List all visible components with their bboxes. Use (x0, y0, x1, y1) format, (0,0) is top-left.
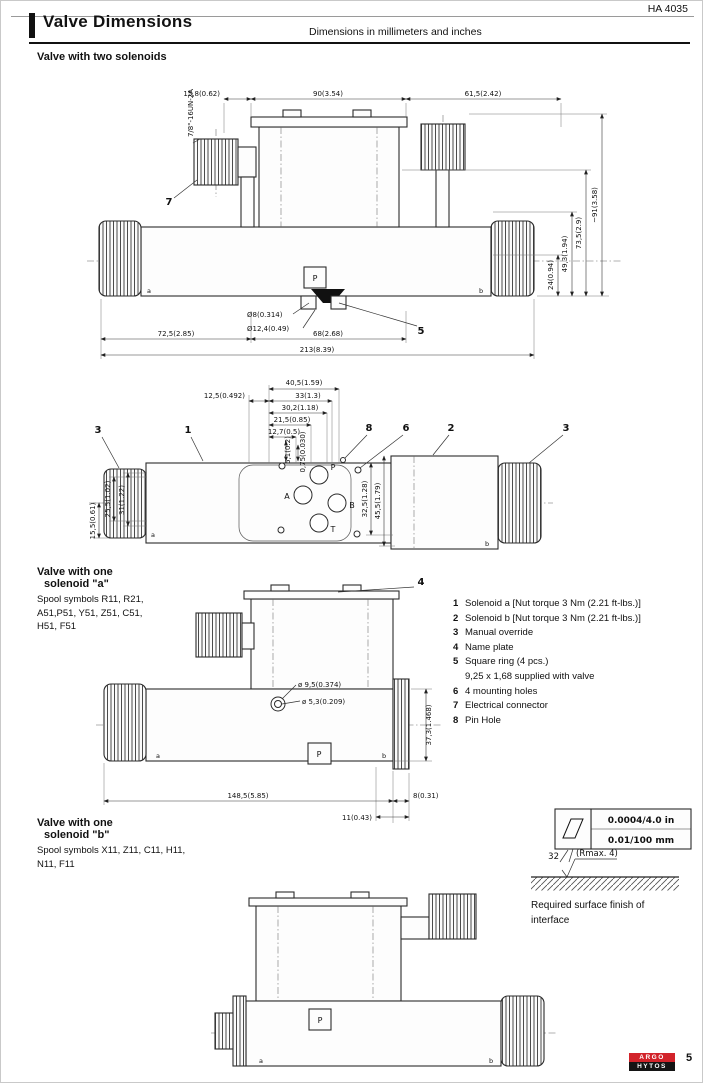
electrical-connector (401, 894, 476, 939)
legend-text: Manual override (465, 627, 534, 639)
callout-1: 1 (184, 425, 192, 436)
connector-tower (259, 127, 399, 227)
legend-num: 2 (453, 612, 459, 624)
legend-num: 4 (453, 641, 459, 653)
legend-num: 7 (453, 700, 459, 712)
dim-0-75: 0,75(0.030) (299, 431, 307, 473)
port-t-label: T (330, 525, 336, 534)
dim-12-7: 12,7(0.5) (267, 428, 301, 436)
name-plate (309, 1009, 331, 1030)
dim-148-5: 148,5(5.85) (227, 792, 269, 800)
heading-line1: Valve with one (37, 817, 113, 829)
dimensions-top-stack (204, 379, 339, 473)
heading-line1: Valve with one (37, 566, 113, 578)
callout-7: 7 (165, 197, 173, 208)
dim-32-5: 32,5(1.28) (361, 480, 369, 518)
port-p-label: P (312, 274, 318, 283)
port-b (328, 494, 346, 512)
dim-15-8: 15,8(0.62) (183, 90, 220, 98)
dim-49-3: 49,3(1.94) (561, 235, 569, 273)
end-a-label: a (156, 752, 160, 760)
valve-body-side-view (211, 892, 556, 1066)
solenoid-b-block (391, 456, 498, 549)
page-number: 5 (686, 1052, 693, 1064)
valve-body-side-view (87, 110, 623, 309)
pin-hole (275, 701, 282, 708)
drawing-one-solenoid-a (96, 571, 456, 831)
dim-40-5: 40,5(1.59) (285, 379, 323, 387)
dim-d12-4: Ø12,4(0.49) (247, 325, 290, 333)
legend-text: Square ring (4 pcs.) (465, 656, 549, 668)
solenoid-cap-right (501, 996, 544, 1066)
legend-item-6 (453, 685, 701, 700)
legend-text: Solenoid b [Nut torque 3 Nm (2.21 ft-lbs.)] (465, 612, 641, 624)
end-b-label: b (485, 540, 490, 548)
port-p-label: P (330, 463, 336, 472)
legend-item-5b (453, 670, 701, 685)
legend-num: 6 (453, 685, 459, 697)
dim-45-5: 45,5(1.79) (374, 482, 382, 520)
name-plate (308, 743, 331, 764)
heading-line2: solenoid "a" (44, 578, 109, 590)
pin-hole (341, 458, 346, 463)
dim-30-2: 30,2(1.18) (281, 404, 319, 412)
legend-num: 1 (453, 598, 459, 609)
title-accent-bar (29, 13, 35, 38)
dim-15-5: 15,5(0.61) (89, 502, 97, 540)
solenoid-cap-left (99, 221, 141, 296)
port-p (310, 466, 328, 484)
electrical-connector-left (194, 139, 256, 227)
dim-d5-3: ø 5,3(0.209) (302, 698, 346, 706)
dim-31: 31(1.22) (118, 485, 126, 515)
rmax-value: (Rmax. 4) (576, 849, 618, 859)
valve-body-top-view (89, 456, 553, 549)
page-title: Valve Dimensions (43, 12, 193, 31)
dim-91: ~91(3.58) (591, 187, 599, 223)
drawing-one-solenoid-b (211, 873, 561, 1078)
dim-90: 90(3.54) (313, 90, 343, 98)
dim-213: 213(8.39) (299, 346, 335, 354)
dimensions-bottom (101, 299, 534, 359)
brand-argo: ARGO (629, 1053, 675, 1062)
legend-item-7 (453, 699, 701, 714)
spool-symbols-line1: Spool symbols R11, R21, (37, 594, 144, 605)
callout-8: 8 (365, 423, 373, 434)
header-rule (29, 42, 690, 44)
legend-num: 8 (453, 714, 459, 726)
legend-item-2 (453, 612, 701, 627)
legend-num: 3 (453, 627, 459, 639)
legend-item-3 (453, 626, 701, 641)
finish-value-box (555, 809, 691, 849)
heading-line2: solenoid "b" (44, 829, 110, 841)
name-plate (304, 267, 326, 288)
end-b-label: b (382, 752, 387, 760)
port-p-label: P (316, 750, 322, 759)
dim-61-5: 61,5(2.42) (464, 90, 502, 98)
port-b-label: B (349, 501, 355, 510)
callout-4: 4 (417, 577, 425, 588)
legend (453, 597, 701, 728)
legend-item-8 (453, 714, 701, 729)
thread-spec: 7/8"-16UN-2A (187, 88, 195, 138)
callout-3-right: 3 (562, 423, 570, 434)
finish-inches: 0.0004/4.0 in (607, 816, 675, 826)
solenoid-cap-right (498, 463, 541, 543)
dim-d9-5: ø 9,5(0.374) (298, 681, 342, 689)
electrical-connector-right (421, 124, 465, 227)
dim-37-3: 37,3(1.468) (425, 704, 433, 746)
brand-logo (629, 1053, 675, 1071)
drawing-top-view (81, 373, 629, 565)
dim-11: 11(0.43) (342, 814, 372, 822)
dim-21-5: 21,5(0.85) (273, 416, 311, 424)
section-two-solenoids-heading: Valve with two solenoids (37, 51, 167, 63)
legend-item-5 (453, 655, 701, 670)
drawing-two-solenoids (81, 67, 629, 369)
spool-symbols-line2: A51,P51, Y51, Z51, C51, (37, 607, 143, 619)
dim-73-5: 73,5(2.9) (575, 216, 583, 250)
electrical-connector (196, 613, 254, 657)
port-a (294, 486, 312, 504)
port-t (310, 514, 328, 532)
dim-8: 8(0.31) (413, 792, 439, 800)
callout-6: 6 (402, 423, 410, 434)
finish-mm: 0.01/100 mm (607, 836, 675, 846)
spool-symbols-line3: H51, F51 (37, 621, 77, 632)
dim-33: 33(1.3) (295, 392, 321, 400)
manual-override-knob (215, 1013, 233, 1049)
end-plate-right (393, 679, 409, 769)
callout-5: 5 (417, 326, 425, 337)
solenoid-cap-right (491, 221, 534, 296)
spool-symbols-line2: N11, F11 (37, 858, 75, 870)
legend-text: Name plate (465, 641, 514, 653)
dim-12-5: 12,5(0.492) (203, 392, 245, 400)
port-p-label: P (317, 1016, 323, 1025)
note-line2: interface (531, 915, 570, 926)
dim-5-1: 5,1(0.2) (284, 436, 292, 464)
end-b-label: b (479, 287, 484, 295)
mounting-hole (278, 527, 284, 533)
dim-68: 68(2.68) (313, 330, 343, 338)
dim-72-5: 72,5(2.85) (157, 330, 195, 338)
port-a-label: A (284, 492, 290, 501)
brand-hytos: HYTOS (629, 1062, 675, 1071)
legend-text: Solenoid a [Nut torque 3 Nm (2.21 ft-lbs.)] (465, 598, 641, 609)
legend-item-1 (453, 597, 701, 612)
dim-24: 24(0.94) (547, 260, 555, 290)
legend-text: Pin Hole (465, 714, 501, 726)
dim-25-5: 25,5(1.02) (104, 480, 112, 518)
valve-body-side-view (96, 585, 441, 769)
mounting-hole (354, 531, 360, 537)
callout-2: 2 (447, 423, 455, 434)
end-a-label: a (151, 531, 155, 539)
doc-code: HA 4035 (647, 3, 688, 15)
legend-text: 9,25 x 1,68 supplied with valve (465, 670, 595, 682)
roughness-value: 32 (548, 852, 559, 862)
end-a-label: a (147, 287, 151, 295)
legend-item-4 (453, 641, 701, 656)
page-subtitle: Dimensions in millimeters and inches (309, 26, 482, 38)
legend-text: 4 mounting holes (465, 685, 538, 697)
connector-tower (251, 599, 393, 689)
dim-d8: Ø8(0.314) (247, 311, 283, 319)
legend-text: Electrical connector (465, 700, 548, 712)
spool-symbols-line1: Spool symbols X11, Z11, C11, H11, (37, 845, 186, 856)
section-one-solenoid-b (37, 817, 212, 871)
note-line1: Required surface finish of (531, 900, 645, 911)
end-plate-left (233, 996, 246, 1066)
end-a-label: a (259, 1057, 263, 1065)
legend-num: 5 (453, 656, 459, 668)
end-b-label: b (489, 1057, 494, 1065)
solenoid-cap-left (104, 684, 146, 761)
callout-3-left: 3 (94, 425, 102, 436)
